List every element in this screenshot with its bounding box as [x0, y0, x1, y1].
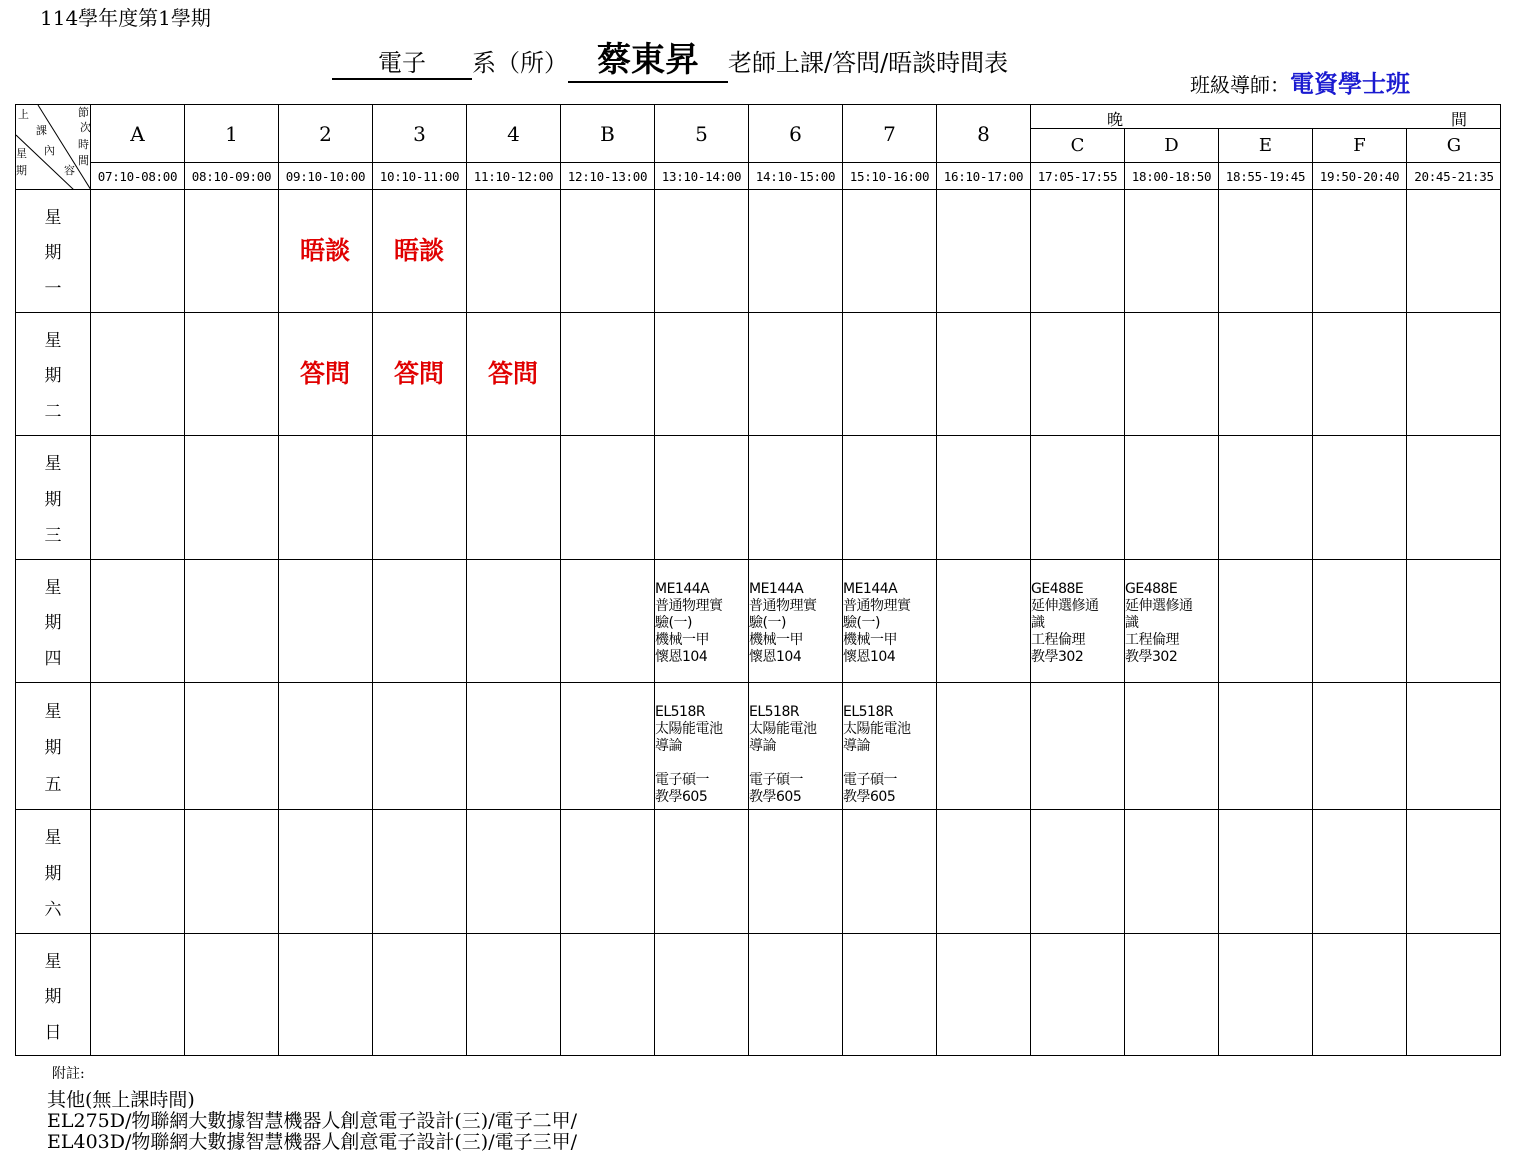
- slot-cell: [842, 435, 936, 559]
- slot-cell: [936, 809, 1030, 933]
- course-line: 懷恩104: [655, 649, 708, 665]
- slot-cell: [466, 809, 560, 933]
- course-line: [843, 755, 937, 772]
- day-label: [15, 933, 90, 1056]
- period-label: 2: [278, 104, 372, 162]
- slot-cell: [466, 559, 560, 682]
- slot-cell: [184, 933, 278, 1056]
- slot-cell: [1218, 559, 1312, 682]
- appointment-mark: 答問: [487, 358, 538, 388]
- course-line: GE488E: [1125, 581, 1178, 597]
- course-line: 電子碩一: [843, 772, 897, 788]
- period-label: G: [1406, 128, 1501, 162]
- corner-label: 時: [78, 138, 89, 151]
- corner-cell: [15, 104, 90, 189]
- slot-cell: [936, 559, 1030, 682]
- night-label-right: 間: [1450, 110, 1467, 129]
- corner-label: 期: [16, 164, 27, 177]
- course-line: EL518R: [749, 704, 800, 720]
- slot-cell: [1218, 809, 1312, 933]
- slot-cell: [1124, 809, 1218, 933]
- slot-cell: [842, 312, 936, 435]
- slot-cell: [184, 682, 278, 809]
- corner-label: 課: [36, 124, 47, 137]
- slot-cell: [748, 435, 842, 559]
- slot-cell: [1030, 189, 1124, 312]
- slot-cell: [278, 435, 372, 559]
- slot-cell: [184, 435, 278, 559]
- course-line: 機械一甲: [843, 632, 897, 648]
- period-label: E: [1218, 128, 1312, 162]
- note-line: 其他(無上課時間): [47, 1089, 195, 1111]
- period-time: 11:10-12:00: [466, 162, 560, 189]
- slot-cell: [654, 933, 748, 1056]
- period-time: 17:05-17:55: [1030, 162, 1124, 189]
- course-line: 延伸選修通: [1031, 598, 1099, 614]
- period-label: D: [1124, 128, 1218, 162]
- slot-cell: [1312, 435, 1406, 559]
- day-label-char: 日: [44, 1022, 62, 1043]
- day-label-char: 期: [44, 613, 62, 634]
- slot-cell: [184, 809, 278, 933]
- period-label: A: [90, 104, 184, 162]
- slot-cell: [1030, 809, 1124, 933]
- course-line: 普通物理實: [655, 598, 723, 614]
- slot-cell: [1030, 435, 1124, 559]
- slot-cell: [278, 559, 372, 682]
- slot-cell: [90, 809, 184, 933]
- slot-cell: [842, 189, 936, 312]
- day-label-char: 四: [44, 648, 62, 669]
- day-label-char: 六: [44, 899, 62, 920]
- course-line: 驗(一): [749, 615, 786, 631]
- slot-cell: [90, 682, 184, 809]
- slot-cell: [1030, 312, 1124, 435]
- course-line: 識: [1031, 615, 1045, 631]
- slot-cell: [1406, 809, 1501, 933]
- course-line: 普通物理實: [843, 598, 911, 614]
- course-entry: [1124, 559, 1219, 704]
- corner-label: 次: [80, 121, 91, 134]
- period-label: F: [1312, 128, 1406, 162]
- appointment-mark: 晤談: [299, 235, 350, 265]
- day-label-char: 二: [44, 401, 62, 422]
- period-time: 19:50-20:40: [1312, 162, 1406, 189]
- slot-cell: [1218, 682, 1312, 809]
- corner-label: 星: [16, 147, 27, 160]
- slot-cell: [748, 933, 842, 1056]
- course-line: 教學605: [843, 789, 896, 805]
- notes-label: 附註:: [52, 1066, 85, 1082]
- course-line: EL518R: [655, 704, 706, 720]
- slot-cell: [466, 189, 560, 312]
- day-label: [15, 312, 90, 435]
- day-label-char: 星: [44, 208, 62, 229]
- slot-cell: [90, 189, 184, 312]
- day-label-char: 星: [44, 828, 62, 849]
- slot-cell: [372, 435, 466, 559]
- corner-label: 節: [78, 106, 89, 119]
- course-line: 驗(一): [843, 615, 880, 631]
- course-line: 機械一甲: [749, 632, 803, 648]
- period-time: 18:55-19:45: [1218, 162, 1312, 189]
- slot-cell: [1406, 189, 1501, 312]
- day-label: [15, 682, 90, 809]
- page-title: [332, 32, 1009, 80]
- course-line: ME144A: [843, 581, 898, 597]
- course-line: ME144A: [749, 581, 804, 597]
- day-label-char: 星: [44, 331, 62, 352]
- period-time: 15:10-16:00: [842, 162, 936, 189]
- course-line: 懷恩104: [749, 649, 802, 665]
- slot-cell: [1218, 189, 1312, 312]
- advisor-label: 班級導師：: [1190, 73, 1290, 97]
- course-line: EL518R: [843, 704, 894, 720]
- course-line: 教學605: [749, 789, 802, 805]
- slot-cell: [936, 312, 1030, 435]
- slot-cell: [654, 435, 748, 559]
- slot-cell: [1124, 189, 1218, 312]
- course-line: 教學605: [655, 789, 708, 805]
- slot-cell: [1030, 933, 1124, 1056]
- day-label-char: 期: [44, 489, 62, 510]
- course-line: 懷恩104: [843, 649, 896, 665]
- period-label: 1: [184, 104, 278, 162]
- day-label-char: 星: [44, 454, 62, 475]
- teacher-name: 蔡東昇: [568, 32, 728, 83]
- slot-cell: [372, 933, 466, 1056]
- slot-cell: [748, 189, 842, 312]
- slot-cell: [1312, 682, 1406, 809]
- night-label-left: 晚: [1107, 110, 1124, 129]
- course-line: 識: [1125, 615, 1139, 631]
- period-label: 5: [654, 104, 748, 162]
- slot-cell: [560, 435, 654, 559]
- slot-cell: [1406, 682, 1501, 809]
- slot-cell: [1406, 933, 1501, 1056]
- slot-cell: [1312, 189, 1406, 312]
- course-line: 導論: [843, 738, 870, 754]
- corner-label: 內: [44, 144, 55, 157]
- slot-cell: [936, 435, 1030, 559]
- period-time: 14:10-15:00: [748, 162, 842, 189]
- course-line: 延伸選修通: [1125, 598, 1193, 614]
- note-line: EL275D/物聯網大數據智慧機器人創意電子設計(三)/電子二甲/: [47, 1110, 578, 1132]
- day-label-char: 三: [44, 525, 62, 546]
- slot-cell: [560, 189, 654, 312]
- class-advisor: [1190, 64, 1410, 99]
- slot-cell: [1312, 809, 1406, 933]
- slot-cell: [1312, 933, 1406, 1056]
- course-entry: [654, 682, 749, 831]
- course-line: 太陽能電池: [843, 721, 911, 737]
- slot-cell: [184, 189, 278, 312]
- course-line: 教學302: [1031, 649, 1084, 665]
- course-line: 導論: [749, 738, 776, 754]
- title-suffix: 老師上課/答問/晤談時間表: [728, 49, 1009, 77]
- slot-cell: [278, 682, 372, 809]
- course-line: GE488E: [1031, 581, 1084, 597]
- period-time: 08:10-09:00: [184, 162, 278, 189]
- slot-cell: [90, 435, 184, 559]
- course-line: 導論: [655, 738, 682, 754]
- slot-cell: [278, 933, 372, 1056]
- slot-cell: [466, 933, 560, 1056]
- advisor-value: 電資學士班: [1290, 69, 1410, 98]
- slot-cell: [1406, 559, 1501, 682]
- slot-cell: [466, 682, 560, 809]
- corner-label: 容: [64, 164, 75, 177]
- course-line: 機械一甲: [655, 632, 709, 648]
- period-time: 16:10-17:00: [936, 162, 1030, 189]
- day-label-char: 星: [44, 701, 62, 722]
- period-time: 20:45-21:35: [1406, 162, 1501, 189]
- course-line: [655, 755, 749, 772]
- slot-cell: [936, 933, 1030, 1056]
- period-time: 09:10-10:00: [278, 162, 372, 189]
- day-label-char: 期: [44, 243, 62, 264]
- course-entry: [1030, 559, 1125, 704]
- appointment-mark: 晤談: [393, 235, 444, 265]
- slot-cell: [1124, 312, 1218, 435]
- slot-cell: [1124, 435, 1218, 559]
- day-label-char: 一: [44, 278, 62, 299]
- day-label-char: 星: [44, 952, 62, 973]
- department-name: 電子: [332, 43, 472, 80]
- slot-cell: [654, 312, 748, 435]
- period-time: 12:10-13:00: [560, 162, 654, 189]
- period-label: 3: [372, 104, 466, 162]
- slot-cell: [1124, 933, 1218, 1056]
- slot-cell: [90, 559, 184, 682]
- slot-cell: [90, 933, 184, 1056]
- slot-cell: [748, 312, 842, 435]
- slot-cell: [372, 682, 466, 809]
- period-label: 4: [466, 104, 560, 162]
- course-entry: [748, 682, 843, 831]
- period-label: C: [1030, 128, 1124, 162]
- course-line: 工程倫理: [1125, 632, 1179, 648]
- night-banner: [1030, 104, 1501, 128]
- slot-cell: [654, 189, 748, 312]
- course-line: 教學302: [1125, 649, 1178, 665]
- day-label-char: 期: [44, 863, 62, 884]
- slot-cell: [1406, 312, 1501, 435]
- course-line: 電子碩一: [655, 772, 709, 788]
- period-label: 7: [842, 104, 936, 162]
- slot-cell: [1218, 312, 1312, 435]
- slot-cell: [560, 559, 654, 682]
- day-label: [15, 809, 90, 933]
- slot-cell: [90, 312, 184, 435]
- slot-cell: [1218, 933, 1312, 1056]
- timetable-grid: [15, 104, 1501, 1056]
- day-label-char: 星: [44, 578, 62, 599]
- slot-cell: [560, 933, 654, 1056]
- period-time: 10:10-11:00: [372, 162, 466, 189]
- day-label-char: 期: [44, 987, 62, 1008]
- slot-cell: [278, 809, 372, 933]
- period-time: 13:10-14:00: [654, 162, 748, 189]
- course-line: [749, 755, 843, 772]
- slot-cell: [1218, 435, 1312, 559]
- appointment-mark: 答問: [393, 358, 444, 388]
- notes: [47, 1090, 577, 1153]
- corner-label: 上: [18, 108, 29, 121]
- slot-cell: [1406, 435, 1501, 559]
- slot-cell: [1312, 559, 1406, 682]
- period-time: 18:00-18:50: [1124, 162, 1218, 189]
- day-label: [15, 435, 90, 559]
- period-label: 6: [748, 104, 842, 162]
- slot-cell: [184, 312, 278, 435]
- department-suffix: 系（所）: [472, 49, 568, 77]
- period-label: 8: [936, 104, 1030, 162]
- course-line: 工程倫理: [1031, 632, 1085, 648]
- course-line: 普通物理實: [749, 598, 817, 614]
- appointment-mark: 答問: [299, 358, 350, 388]
- day-label-char: 期: [44, 738, 62, 759]
- day-label-char: 五: [44, 775, 62, 796]
- slot-cell: [936, 189, 1030, 312]
- course-line: 驗(一): [655, 615, 692, 631]
- period-time: 07:10-08:00: [90, 162, 184, 189]
- slot-cell: [184, 559, 278, 682]
- course-entry: [842, 682, 937, 831]
- day-label: [15, 559, 90, 682]
- course-line: 太陽能電池: [749, 721, 817, 737]
- note-line: EL403D/物聯網大數據智慧機器人創意電子設計(三)/電子三甲/: [47, 1131, 578, 1153]
- course-line: 電子碩一: [749, 772, 803, 788]
- slot-cell: [560, 312, 654, 435]
- course-line: ME144A: [655, 581, 710, 597]
- period-label: B: [560, 104, 654, 162]
- slot-cell: [842, 933, 936, 1056]
- slot-cell: [560, 809, 654, 933]
- slot-cell: [936, 682, 1030, 809]
- course-line: 太陽能電池: [655, 721, 723, 737]
- slot-cell: [372, 809, 466, 933]
- semester-label: 114學年度第1學期: [40, 6, 211, 30]
- day-label: [15, 189, 90, 312]
- slot-cell: [466, 435, 560, 559]
- slot-cell: [372, 559, 466, 682]
- slot-cell: [560, 682, 654, 809]
- day-label-char: 期: [44, 366, 62, 387]
- slot-cell: [1312, 312, 1406, 435]
- corner-label: 間: [78, 154, 89, 167]
